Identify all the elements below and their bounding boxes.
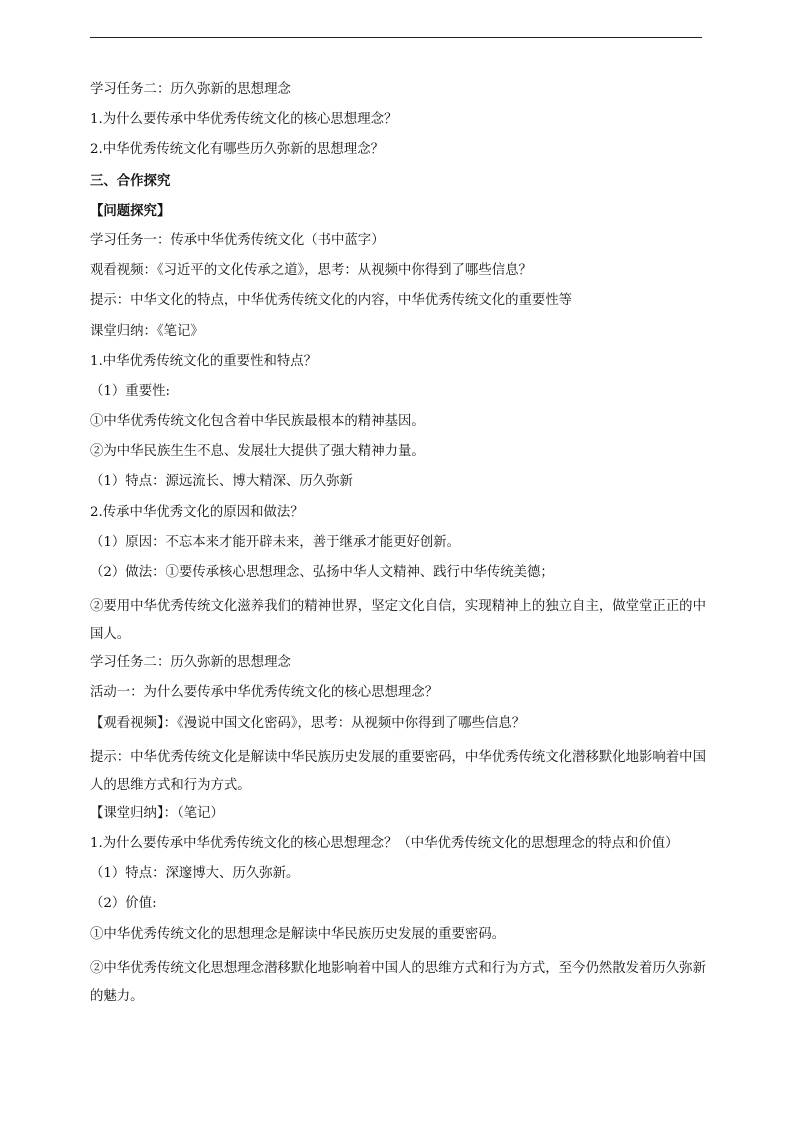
features-deep: （1）特点：深邃博大、历久弥新。 [90,866,300,882]
features-line: （1）特点：源远流长、博大精深、历久弥新 [90,474,353,490]
method-item-2: ②要用中华优秀传统文化滋养我们的精神世界，坚定文化自信，实现精神上的独立自主，做堂堂正正的中国人。 [90,599,706,643]
value-label: （2）价值: [90,896,157,912]
hint-1: 提示：中华文化的特点，中华优秀传统文化的内容，中华优秀传统文化的重要性等 [90,293,573,309]
task-one-heading: 学习任务一：传承中华优秀传统文化（书中蓝字） [90,232,385,248]
task-two-heading-repeat: 学习任务二：历久弥新的思想理念 [90,655,291,671]
class-summary-2: 【课堂归纳】：（笔记） [90,805,224,821]
question-1: 1.为什么要传承中华优秀传统文化的核心思想理念？ [90,112,398,128]
importance-item-1: ①中华优秀传统文化包含着中华民族最根本的精神基因。 [90,414,425,430]
point-why-inherit: 1.为什么要传承中华优秀传统文化的核心思想理念？（中华优秀传统文化的思想理念的特点和价值） [90,835,679,851]
watch-video-2: 【观看视频】：《漫说中国文化密码》，思考：从视频中你得到了哪些信息？ [90,715,526,731]
watch-video-1: 观看视频：《习近平的文化传承之道》，思考：从视频中你得到了哪些信息？ [90,263,532,279]
header-rule [90,37,702,38]
point-reasons-methods: 2.传承中华优秀文化的原因和做法？ [90,504,304,520]
section-heading-cooperative-inquiry: 三、合作探究 [90,172,171,189]
hint-2: 提示：中华优秀传统文化是解读中华民族历史发展的重要密码，中华优秀传统文化潜移默化地影响着中国人的思维方式和行为方式。 [90,749,706,793]
activity-one: 活动一：为什么要传承中华优秀传统文化的核心思想理念？ [90,685,439,701]
point-importance-features: 1.中华优秀传统文化的重要性和特点？ [90,353,318,369]
problem-inquiry-heading: 【问题探究】 [90,202,171,219]
value-item-2: ②中华优秀传统文化思想理念潜移默化地影响着中国人的思维方式和行为方式，至今仍然散发着历久弥新的魅力。 [90,960,706,1004]
class-summary-1: 课堂归纳：《笔记》 [90,323,204,339]
document-body [90,80,706,1015]
question-2: 2.中华优秀传统文化有哪些历久弥新的思想理念？ [90,142,384,158]
task-two-heading: 学习任务二：历久弥新的思想理念 [90,82,291,97]
importance-label: （1）重要性: [90,383,170,399]
method-line: （2）做法：①要传承核心思想理念、弘扬中华人文精神、践行中华传统美德； [90,565,554,580]
importance-item-2: ②为中华民族生生不息、发展壮大提供了强大精神力量。 [90,444,425,460]
value-item-1: ①中华优秀传统文化的思想理念是解读中华民族历史发展的重要密码。 [90,926,506,942]
reason-line: （1）原因：不忘本来才能开辟未来，善于继承才能更好创新。 [90,534,461,550]
